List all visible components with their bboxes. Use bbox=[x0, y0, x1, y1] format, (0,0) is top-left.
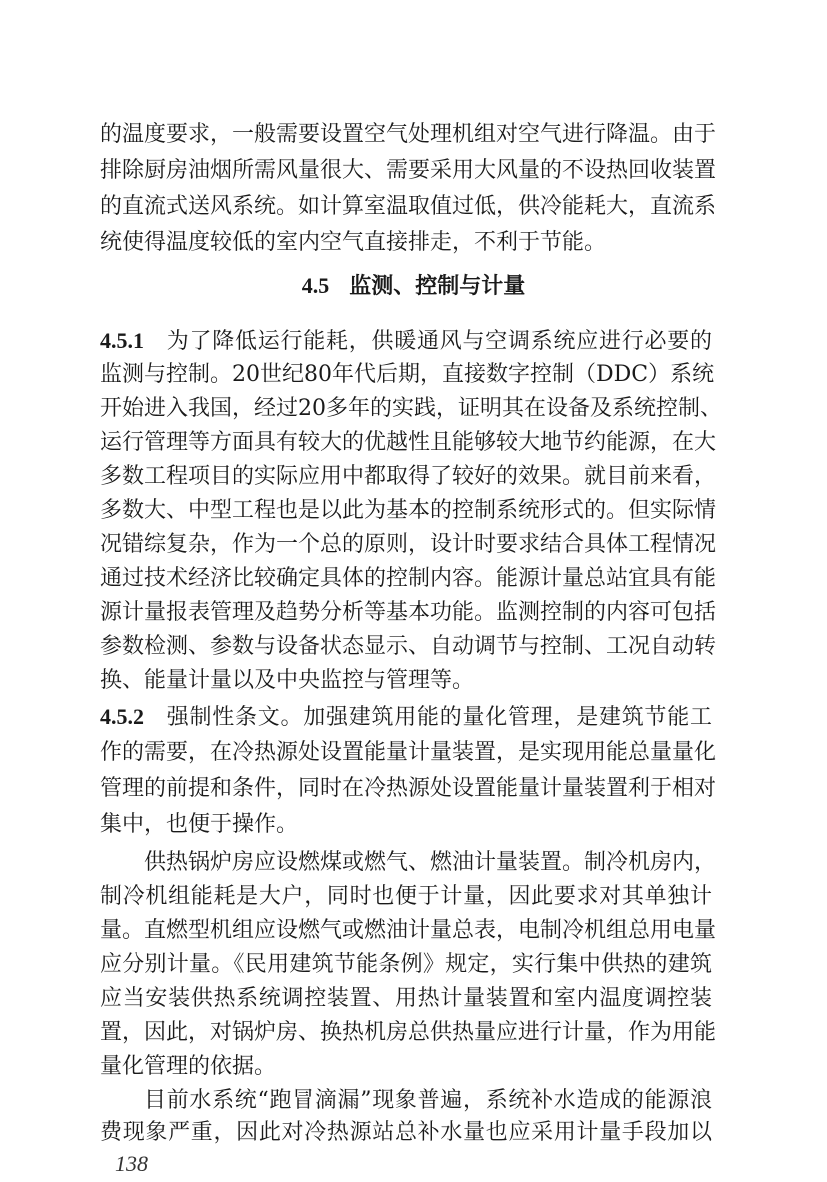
clause-451-line-7: 况错综复杂，作为一个总的原则，设计时要求结合具体工程情况 bbox=[100, 532, 717, 557]
boiler-line-3: 量。直燃型机组应设燃气或燃油计量总表，电制冷机组总用电量 bbox=[100, 918, 717, 943]
clause-452-number: 4.5.2 bbox=[100, 704, 144, 729]
section-title: 监测、控制与计量 bbox=[349, 274, 526, 299]
clause-451-line-9: 源计量报表管理及趋势分析等基本功能。监测控制的内容可包括 bbox=[100, 600, 717, 625]
clause-451-number: 4.5.1 bbox=[100, 328, 144, 353]
clause-451-line-6: 多数大、中型工程也是以此为基本的控制系统形式的。但实际情 bbox=[100, 498, 717, 523]
water-line-2: 费现象严重，因此对冷热源站总补水量也应采用计量手段加以 bbox=[100, 1120, 712, 1145]
clause-452-line-2: 作的需要，在冷热源处设置能量计量装置，是实现用能总量量化 bbox=[100, 740, 717, 765]
boiler-line-6: 置，因此，对锅炉房、换热机房总供热量应进行计量，作为用能 bbox=[100, 1020, 717, 1045]
clause-451-line-1 bbox=[100, 324, 712, 358]
page-number: 138 bbox=[115, 1151, 148, 1176]
clause-452-text-1: 强制性条文。加强建筑用能的量化管理，是建筑节能工 bbox=[166, 705, 712, 730]
clause-451-line-10: 参数检测、参数与设备状态显示、自动调节与控制、工况自动转 bbox=[100, 634, 717, 659]
clause-451-text-1: 为了降低运行能耗，供暖通风与空调系统应进行必要的 bbox=[166, 329, 712, 354]
boiler-line-1: 供热锅炉房应设燃煤或燃气、燃油计量装置。制冷机房内， bbox=[144, 850, 717, 875]
section-heading bbox=[0, 268, 827, 304]
boiler-line-2: 制冷机组能耗是大户，同时也便于计量，因此要求对其单独计 bbox=[100, 884, 712, 909]
intro-line-3: 的直流式送风系统。如计算室温取值过低，供冷能耗大，直流系 bbox=[100, 194, 717, 219]
section-number: 4.5 bbox=[301, 273, 330, 298]
clause-451-line-8: 通过技术经济比较确定具体的控制内容。能源计量总站宜具有能 bbox=[100, 566, 717, 591]
clause-452-line-3: 管理的前提和条件，同时在冷热源处设置能量计量装置利于相对 bbox=[100, 776, 717, 801]
clause-451-line-11: 换、能量计量以及中央监控与管理等。 bbox=[100, 668, 475, 693]
intro-line-2: 排除厨房油烟所需风量很大、需要采用大风量的不设热回收装置 bbox=[100, 158, 717, 183]
clause-451-line-5: 多数工程项目的实际应用中都取得了较好的效果。就目前来看， bbox=[100, 464, 717, 489]
clause-451-line-2: 监测与控制。20世纪80年代后期，直接数字控制（DDC）系统 bbox=[100, 362, 715, 387]
clause-451-line-4: 运行管理等方面具有较大的优越性且能够较大地节约能源，在大 bbox=[100, 430, 717, 455]
clause-452-line-4: 集中，也便于操作。 bbox=[100, 812, 299, 837]
intro-line-4: 统使得温度较低的室内空气直接排走，不利于节能。 bbox=[100, 230, 607, 255]
clause-452-line-1 bbox=[100, 700, 712, 734]
boiler-line-7: 量化管理的依据。 bbox=[100, 1054, 277, 1079]
water-line-1: 目前水系统“跑冒滴漏”现象普遍，系统补水造成的能源浪 bbox=[144, 1088, 712, 1113]
boiler-line-5: 应当安装供热系统调控装置、用热计量装置和室内温度调控装 bbox=[100, 986, 712, 1011]
intro-line-1: 的温度要求，一般需要设置空气处理机组对空气进行降温。由于 bbox=[100, 122, 717, 147]
boiler-line-4: 应分别计量。《民用建筑节能条例》规定，实行集中供热的建筑 bbox=[100, 952, 712, 977]
clause-451-line-3: 开始进入我国，经过20多年的实践，证明其在设备及系统控制、 bbox=[100, 396, 722, 421]
